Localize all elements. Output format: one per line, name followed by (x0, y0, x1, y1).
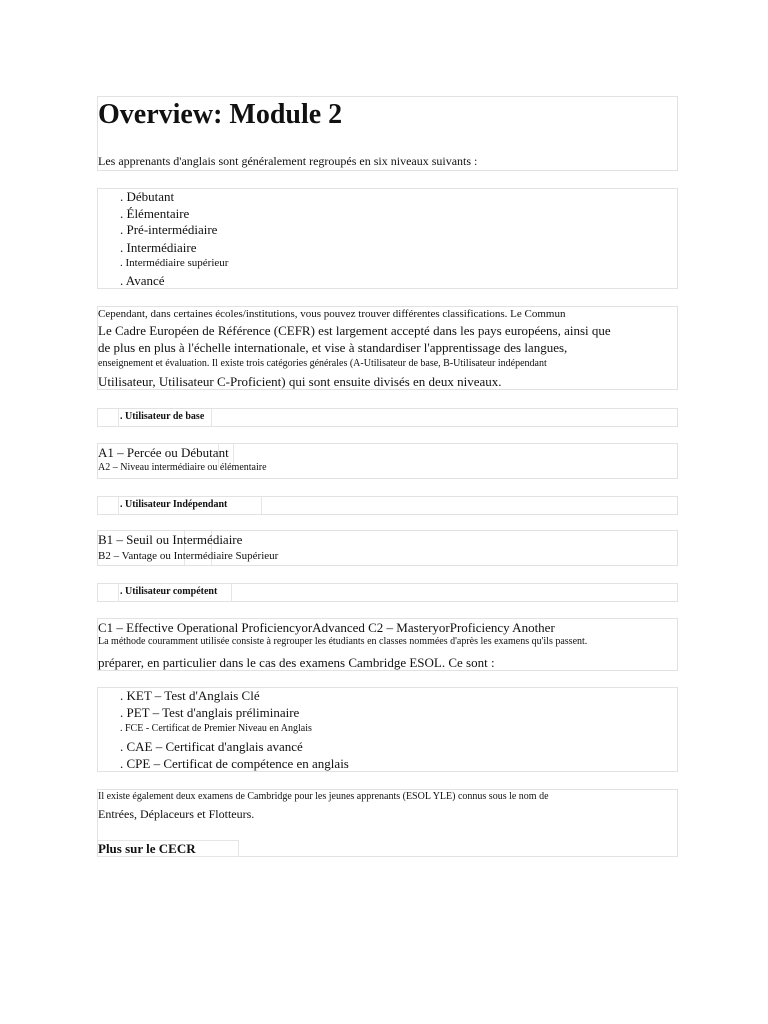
cefr-paragraph (97, 306, 678, 390)
paragraph-line: Il existe également deux examens de Cambridge pour les jeunes apprenants (ESOL YLE) connus sous le nom de (98, 791, 549, 802)
basic-user-levels (97, 443, 678, 479)
list-item: . CPE – Certificat de compétence en anglais (120, 756, 349, 771)
paragraph-line: Entrées, Déplaceurs et Flotteurs. (98, 807, 255, 821)
list-item: . Débutant (120, 189, 175, 204)
exams-list (97, 687, 678, 772)
level-c1-c2: C1 – Effective Operational ProficiencyorAdvanced C2 – MasteryorProficiency Another (98, 620, 555, 635)
list-item: . Élémentaire (120, 206, 190, 221)
proficient-user-heading-box (97, 583, 678, 602)
section-heading: . Utilisateur de base (120, 411, 205, 422)
levels-list (97, 188, 678, 289)
list-item: . Pré-intermédiaire (120, 222, 218, 237)
intro-text: Les apprenants d'anglais sont généralement regroupés en six niveaux suivants : (98, 154, 478, 168)
level-a2: A2 – Niveau intermédiaire ou élémentaire (98, 462, 267, 473)
list-item: . Intermédiaire supérieur (120, 257, 229, 269)
method-text: La méthode couramment utilisée consiste à regrouper les étudiants en classes nommées d'après les examens qu'ils passent. (98, 636, 588, 647)
section-heading: . Utilisateur Indépendant (120, 499, 228, 510)
list-item: . Avancé (120, 273, 165, 288)
independent-user-levels (97, 530, 678, 566)
proficient-user-levels (97, 618, 678, 671)
level-b1: B1 – Seuil ou Intermédiaire (98, 532, 243, 547)
section-heading: . Utilisateur compétent (120, 586, 218, 597)
independent-user-heading-box (97, 496, 678, 515)
level-b2: B2 – Vantage ou Intermédiaire Supérieur (98, 550, 279, 562)
page-title: Overview: Module 2 (98, 99, 343, 130)
level-a1: A1 – Percée ou Débutant (98, 445, 229, 460)
list-item: . FCE - Certificat de Premier Niveau en Anglais (120, 723, 312, 734)
paragraph-line: de plus en plus à l'échelle internationale, et vise à standardiser l'apprentissage des langues, (98, 340, 568, 355)
title-block (97, 96, 678, 171)
list-item: . KET – Test d'Anglais Clé (120, 688, 260, 703)
more-cefr-link[interactable]: Plus sur le CECR (98, 841, 196, 856)
paragraph-line: Cependant, dans certaines écoles/institutions, vous pouvez trouver différentes classifications. Le Commun (98, 308, 566, 320)
list-item: . Intermédiaire (120, 240, 197, 255)
method-text: préparer, en particulier dans le cas des examens Cambridge ESOL. Ce sont : (98, 655, 495, 670)
paragraph-line: Utilisateur, Utilisateur C-Proficient) qui sont ensuite divisés en deux niveaux. (98, 374, 502, 389)
list-item: . PET – Test d'anglais préliminaire (120, 705, 300, 720)
basic-user-heading-box (97, 408, 678, 427)
list-item: . CAE – Certificat d'anglais avancé (120, 739, 303, 754)
paragraph-line: Le Cadre Européen de Référence (CEFR) est largement accepté dans les pays européens, ainsi que (98, 323, 611, 338)
paragraph-line: enseignement et évaluation. Il existe trois catégories générales (A-Utilisateur de base, B-Utilisateur indépendant (98, 358, 547, 369)
closing-paragraph (97, 789, 678, 857)
